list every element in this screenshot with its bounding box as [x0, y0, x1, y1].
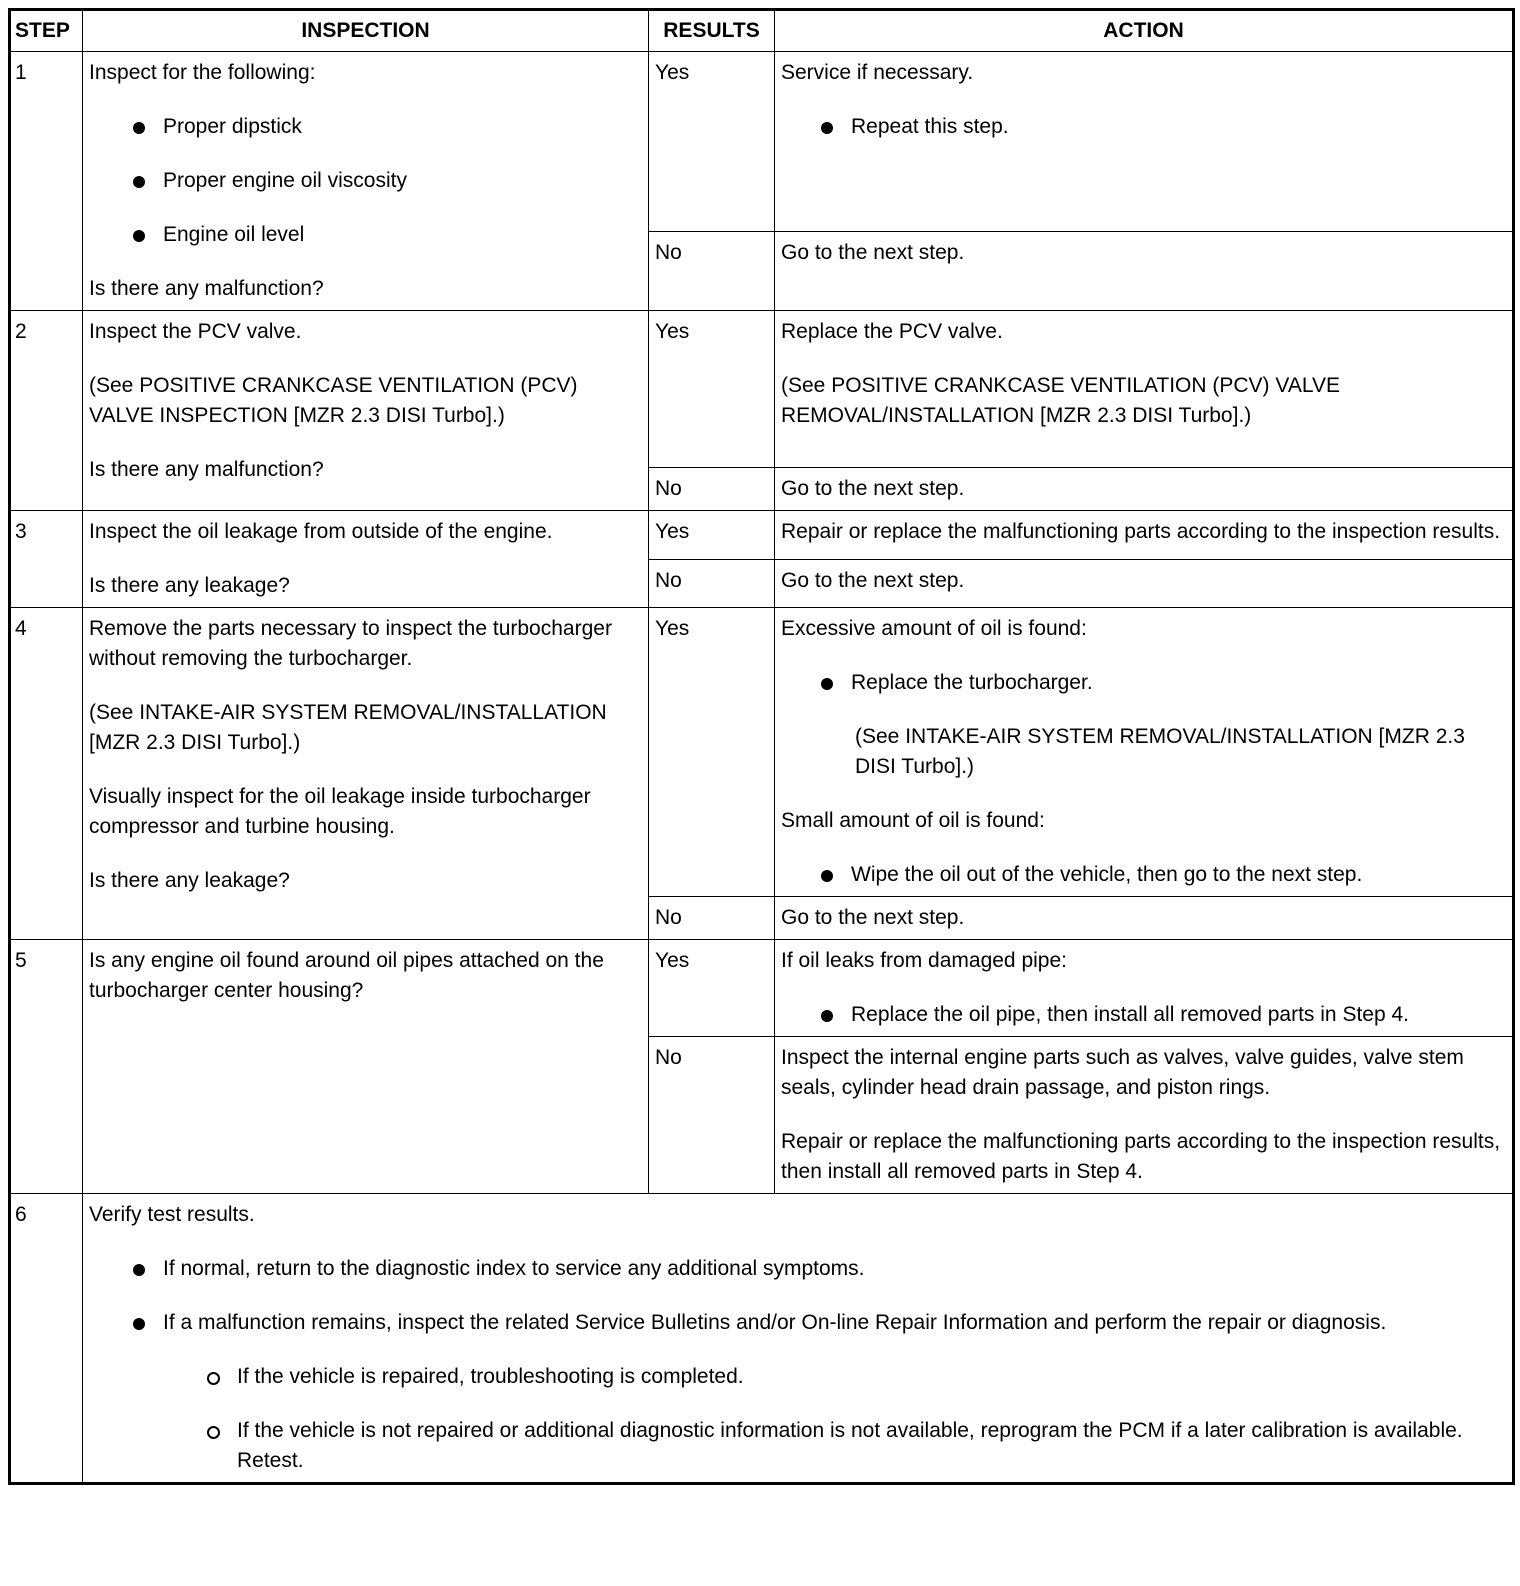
- step-4-yes-text-small: Small amount of oil is found:: [781, 809, 1045, 832]
- list-item: Wipe the oil out of the vehicle, then go to the next step.: [821, 860, 1506, 890]
- step-1-number: 1: [10, 52, 83, 311]
- step-3-yes-result: Yes: [649, 511, 775, 560]
- header-results: RESULTS: [649, 10, 775, 52]
- step-4-question: Is there any leakage?: [89, 869, 290, 892]
- diagnostic-table: [8, 8, 1515, 1485]
- step-1-yes-bullets: [781, 112, 1506, 142]
- list-item: Replace the turbocharger.: [821, 668, 1506, 698]
- step-4-yes-action: [775, 608, 1514, 897]
- step-4-no-action: Go to the next step.: [775, 897, 1514, 940]
- header-step: STEP: [10, 10, 83, 52]
- step-3-inspection: [83, 511, 649, 608]
- step-2-number: 2: [10, 311, 83, 511]
- list-item: Replace the oil pipe, then install all removed parts in Step 4.: [821, 1000, 1506, 1030]
- step-1-question: Is there any malfunction?: [89, 277, 324, 300]
- step-4-yes-result: Yes: [649, 608, 775, 897]
- list-item: Proper dipstick: [133, 112, 642, 142]
- step-4-intro: Remove the parts necessary to inspect the turbocharger without removing the turbocharger.: [89, 617, 612, 670]
- step-2-reference: (See POSITIVE CRANKCASE VENTILATION (PCV) VALVE INSPECTION [MZR 2.3 DISI Turbo].): [89, 374, 578, 427]
- step-6-number: 6: [10, 1194, 83, 1484]
- list-item: Proper engine oil viscosity: [133, 166, 642, 196]
- step-6-text: Verify test results.: [89, 1203, 255, 1226]
- list-item: If the vehicle is repaired, troubleshooting is completed.: [207, 1362, 1506, 1392]
- step-5-yes-row: [10, 940, 1514, 1037]
- step-5-no-action: [775, 1037, 1514, 1194]
- step-4-no-result: No: [649, 897, 775, 940]
- step-2-yes-reference: (See POSITIVE CRANKCASE VENTILATION (PCV) VALVE REMOVAL/INSTALLATION [MZR 2.3 DISI Turbo].): [781, 374, 1340, 427]
- list-item: If the vehicle is not repaired or additional diagnostic information is not available, reprogram the PCM if a later calibration is available. Retest.: [207, 1416, 1506, 1476]
- step-5-yes-bullets: [781, 1000, 1506, 1030]
- step-6-sub-bullets: [89, 1362, 1506, 1476]
- step-1-inspection: [83, 52, 649, 311]
- list-item: If normal, return to the diagnostic index to service any additional symptoms.: [133, 1254, 1506, 1284]
- step-5-no-text-1: Inspect the internal engine parts such as valves, valve guides, valve stem seals, cylinder head drain passage, and piston rings.: [781, 1046, 1464, 1099]
- step-5-no-result: No: [649, 1037, 775, 1194]
- step-5-yes-result: Yes: [649, 940, 775, 1037]
- step-1-no-result: No: [649, 232, 775, 311]
- step-6-content: [83, 1194, 1514, 1484]
- step-2-no-action: Go to the next step.: [775, 468, 1514, 511]
- step-1-yes-result: Yes: [649, 52, 775, 232]
- list-item: If a malfunction remains, inspect the related Service Bulletins and/or On-line Repair Information and perform the repair or diagnosis.: [133, 1308, 1506, 1338]
- step-4-inspection: [83, 608, 649, 940]
- step-4-number: 4: [10, 608, 83, 940]
- step-6-row: [10, 1194, 1514, 1484]
- step-2-yes-text: Replace the PCV valve.: [781, 320, 1003, 343]
- step-1-intro: Inspect for the following:: [89, 61, 316, 84]
- list-item: Repeat this step.: [821, 112, 1506, 142]
- step-5-number: 5: [10, 940, 83, 1194]
- step-1-no-action: Go to the next step.: [775, 232, 1514, 311]
- step-3-no-action: Go to the next step.: [775, 559, 1514, 608]
- step-3-yes-action: Repair or replace the malfunctioning parts according to the inspection results.: [775, 511, 1514, 560]
- step-4-yes-bullets-2: [781, 860, 1506, 890]
- step-3-number: 3: [10, 511, 83, 608]
- step-5-no-text-2: Repair or replace the malfunctioning parts according to the inspection results, then install all removed parts in Step 4.: [781, 1130, 1501, 1183]
- step-2-question: Is there any malfunction?: [89, 458, 324, 481]
- header-inspection: INSPECTION: [83, 10, 649, 52]
- step-2-intro: Inspect the PCV valve.: [89, 320, 302, 343]
- step-1-yes-text: Service if necessary.: [781, 61, 974, 84]
- step-3-intro: Inspect the oil leakage from outside of the engine.: [89, 520, 553, 543]
- step-4-yes-reference: (See INTAKE-AIR SYSTEM REMOVAL/INSTALLATION [MZR 2.3 DISI Turbo].): [855, 725, 1465, 778]
- step-2-yes-result: Yes: [649, 311, 775, 468]
- step-4-visual-check: Visually inspect for the oil leakage inside turbocharger compressor and turbine housing.: [89, 785, 591, 838]
- header-action: ACTION: [775, 10, 1514, 52]
- step-6-bullets: [89, 1254, 1506, 1338]
- step-2-inspection: [83, 311, 649, 511]
- step-4-yes-bullets-1: [781, 668, 1506, 698]
- step-5-inspection: [83, 940, 649, 1194]
- step-2-no-result: No: [649, 468, 775, 511]
- header-row: [10, 10, 1514, 52]
- step-1-yes-action: [775, 52, 1514, 232]
- step-2-yes-row: [10, 311, 1514, 468]
- step-3-question: Is there any leakage?: [89, 574, 290, 597]
- step-5-yes-text: If oil leaks from damaged pipe:: [781, 949, 1067, 972]
- step-2-yes-action: [775, 311, 1514, 468]
- step-4-yes-text-excessive: Excessive amount of oil is found:: [781, 617, 1087, 640]
- step-3-yes-row: [10, 511, 1514, 560]
- step-3-no-result: No: [649, 559, 775, 608]
- step-4-yes-row: [10, 608, 1514, 897]
- list-item: Engine oil level: [133, 220, 642, 250]
- step-1-checklist: [89, 112, 642, 250]
- step-1-yes-row: [10, 52, 1514, 232]
- step-5-yes-action: [775, 940, 1514, 1037]
- step-4-reference: (See INTAKE-AIR SYSTEM REMOVAL/INSTALLATION [MZR 2.3 DISI Turbo].): [89, 701, 607, 754]
- step-5-intro: Is any engine oil found around oil pipes attached on the turbocharger center housing?: [89, 949, 604, 1002]
